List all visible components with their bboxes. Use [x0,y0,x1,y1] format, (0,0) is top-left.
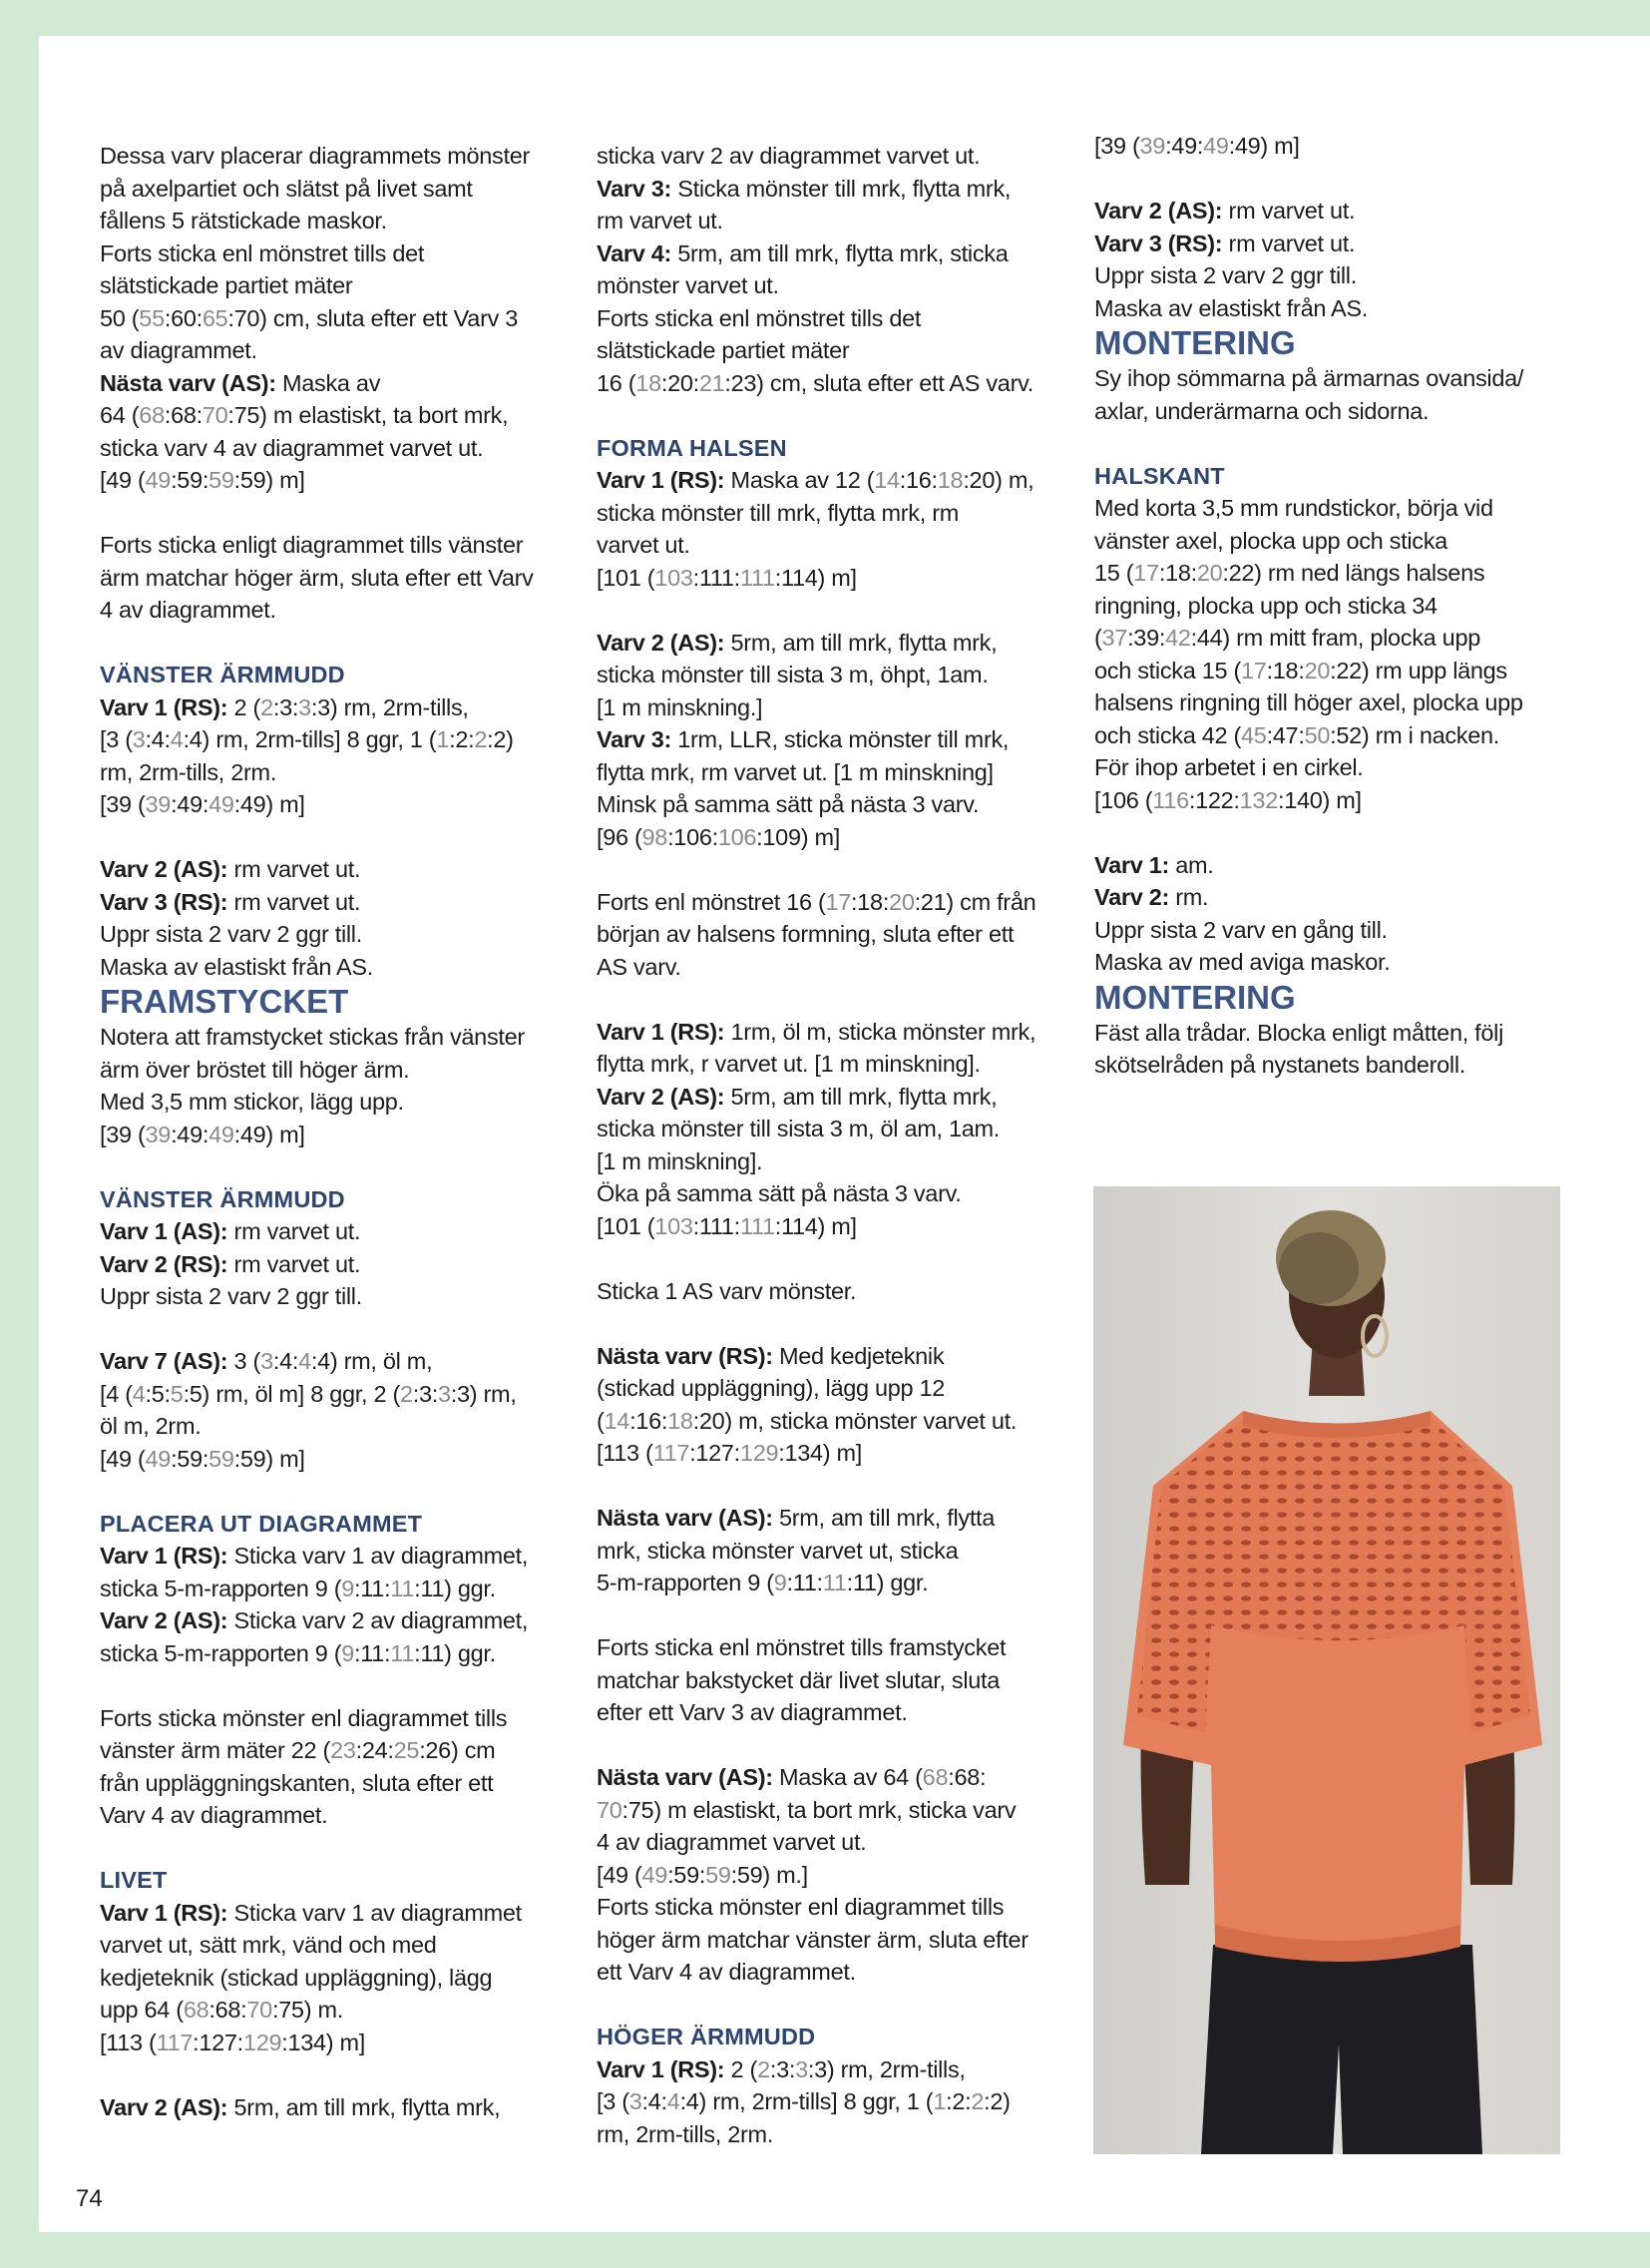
text-line: rm, 2rm-tills, 2rm. [597,2120,774,2147]
column-3 [1094,133,1593,1082]
text-line: Uppr sista 2 varv 2 ggr till. [100,921,362,947]
instruction-line: Varv 2 (AS): rm varvet ut. [1094,198,1356,224]
size-line: och sticka 15 (17:18:20:22) rm upp längs [1094,657,1507,683]
page [39,36,1650,2232]
subheading-forma-halsen: FORMA HALSEN [597,434,787,461]
size-line: 5-m-rapporten 9 (9:11:11:11) ggr. [597,1570,929,1595]
text-line: Uppr sista 2 varv 2 ggr till. [1094,262,1357,288]
stitch-count: [49 (49:59:59:59) m] [100,467,305,493]
stitch-count: [101 (103:111:111:114) m] [597,1212,857,1239]
text-line: [1 m minskning]. [597,1147,763,1174]
stitch-count: [113 (117:127:129:134) m] [597,1440,863,1466]
stitch-count: [96 (98:106:106:109) m] [597,823,840,850]
instruction-line: Varv 2 (RS): rm varvet ut. [100,1250,361,1277]
instruction-line: Nästa varv (AS): Maska av 64 (68:68: [597,1764,987,1790]
instruction-line: Varv 3 (RS): rm varvet ut. [100,888,361,915]
stitch-count: [101 (103:111:111:114) m] [597,564,857,591]
size-line: 50 (55:60:65:70) cm, sluta efter ett Varv 3 [100,304,519,331]
text-line: ärm matchar höger ärm, sluta efter ett Varv [100,564,534,591]
text-line: AS varv. [597,953,681,980]
column-2 [597,140,1095,2150]
subheading-vanster-armmudd: VÄNSTER ÄRMMUDD [100,662,345,687]
text-line: sticka varv 4 av diagrammet varvet ut. [100,434,484,461]
size-line: och sticka 42 (45:47:50:52) rm i nacken. [1094,721,1500,748]
size-line: (37:39:42:44) rm mitt fram, plocka upp [1094,625,1480,651]
text-line: Maska av elastiskt från AS. [1094,294,1369,321]
stitch-count: [39 (39:49:49:49) m] [1094,133,1300,159]
text-line: slätstickade partiet mäter [100,272,353,298]
text-line: Forts sticka enl mönstret tills framstycket [597,1634,1007,1660]
instruction-line: Nästa varv (AS): 5rm, am till mrk, flytta [597,1505,996,1531]
text-line: varvet ut. [597,532,690,558]
size-line: [3 (3:4:4:4) rm, 2rm-tills] 8 ggr, 1 (1:2:2:2) [100,726,514,752]
size-line: [3 (3:4:4:4) rm, 2rm-tills] 8 ggr, 1 (1:2:2:2) [597,2088,1011,2114]
text-line: flytta mrk, rm varvet ut. [1 m minskning] [597,758,994,785]
text-line: sticka varv 2 av diagrammet varvet ut. [597,143,981,169]
instruction-line: Varv 3 (RS): rm varvet ut. [1094,229,1356,256]
instruction-line: Varv 2 (AS): 5rm, am till mrk, flytta mrk, [597,1083,998,1110]
text-line: sticka mönster till sista 3 m, öl am, 1am. [597,1116,1000,1141]
text-line: sticka mönster till mrk, flytta mrk, rm [597,499,960,526]
text-line: efter ett Varv 3 av diagrammet. [597,1699,908,1725]
instruction-line: Varv 7 (AS): 3 (3:4:4:4) rm, öl m, [100,1348,433,1374]
size-line: upp 64 (68:68:70:75) m. [100,1997,343,2023]
text-line: Varv 4 av diagrammet. [100,1802,328,1828]
stitch-count: [49 (49:59:59:59) m.] [597,1861,808,1888]
subheading-vanster-armmudd-2: VÄNSTER ÄRMMUDD [100,1185,345,1212]
text-line: skötselråden på nystanets banderoll. [1094,1052,1465,1078]
size-line: 64 (68:68:70:75) m elastiskt, ta bort mrk, [100,402,509,428]
subheading-hoger-armmudd: HÖGER ÄRMMUDD [597,2024,816,2049]
stitch-count: [39 (39:49:49:49) m] [100,1121,305,1147]
stitch-count: [49 (49:59:59:59) m] [100,1445,305,1472]
text-line: flytta mrk, r varvet ut. [1 m minskning]. [597,1051,981,1077]
text-line: ärm över bröstet till höger ärm. [100,1056,410,1083]
text-line: början av halsens formning, sluta efter ett [597,921,1015,947]
text-line: Fäst alla trådar. Blocka enligt måtten, följ [1094,1019,1504,1046]
stitch-count: [106 (116:122:132:140) m] [1094,786,1362,813]
text-line: ett Varv 4 av diagrammet. [597,1959,856,1985]
instruction-line: Varv 2: rm. [1094,884,1209,910]
instruction-line: Varv 1 (RS): 1rm, öl m, sticka mönster mrk, [597,1018,1036,1045]
model-illustration [1093,1186,1560,2154]
stitch-count: [39 (39:49:49:49) m] [100,791,305,817]
instruction-line: Varv 1: am. [1094,851,1214,878]
text-line: halsens ringning till höger axel, plocka upp [1094,689,1523,715]
text-line: sticka mönster till sista 3 m, öhpt, 1am. [597,662,989,687]
text-line: ringning, plocka upp och sticka 34 [1094,592,1438,619]
heading-framstycket: FRAMSTYCKET [100,983,349,1020]
text-line: från uppläggningskanten, sluta efter ett [100,1769,494,1796]
subheading-halskant: HALSKANT [1094,462,1225,489]
instruction-line: Varv 1 (AS): rm varvet ut. [100,1218,361,1244]
subheading-livet: LIVET [100,1867,168,1893]
text-line: öl m, 2rm. [100,1413,202,1439]
text-line: Sticka 1 AS varv mönster. [597,1277,857,1304]
size-line: sticka 5-m-rapporten 9 (9:11:11:11) ggr. [100,1639,496,1666]
text-line: på axelpartiet och slätst på livet samt [100,175,473,202]
instruction-line: Nästa varv (RS): Med kedjeteknik [597,1342,945,1369]
size-line: 70:75) m elastiskt, ta bort mrk, sticka varv [597,1796,1017,1823]
text-line: (stickad uppläggning), lägg upp 12 [597,1375,946,1401]
text-line: Uppr sista 2 varv 2 ggr till. [100,1283,362,1309]
instruction-line: Varv 3: 1rm, LLR, sticka mönster till mrk, [597,726,1010,752]
heading-montering-1: MONTERING [1094,324,1296,361]
text-line: Uppr sista 2 varv en gång till. [1094,916,1388,943]
instruction-line: Varv 1 (RS): Sticka varv 1 av diagrammet, [100,1543,529,1569]
text-line: [1 m minskning.] [597,693,763,720]
text-line: höger ärm matchar vänster ärm, sluta efter [597,1926,1029,1953]
text-line: Forts sticka enl mönstret tills det [100,239,425,266]
text-line: Öka på samma sätt på nästa 3 varv. [597,1180,962,1206]
size-line: 16 (18:20:21:23) cm, sluta efter ett AS varv. [597,369,1034,396]
instruction-line: Varv 1 (RS): Sticka varv 1 av diagrammet [100,1899,522,1926]
text-line: Sy ihop sömmarna på ärmarnas ovansida/ [1094,365,1524,391]
column-1 [100,140,569,2123]
text-line: Med korta 3,5 mm rundstickor, börja vid [1094,495,1493,521]
text-line: mrk, sticka mönster varvet ut, sticka [597,1537,959,1564]
text-line: axlar, underärmarna och sidorna. [1094,397,1430,424]
instruction-line: Varv 2 (AS): rm varvet ut. [100,856,361,882]
instruction-line: Varv 1 (RS): Maska av 12 (14:16:18:20) m, [597,467,1034,493]
stitch-count: [113 (117:127:129:134) m] [100,2029,366,2055]
text-line: varvet ut, sätt mrk, vänd och med [100,1932,437,1958]
text-line: rm, 2rm-tills, 2rm. [100,758,277,785]
text-line: 4 av diagrammet varvet ut. [597,1829,867,1855]
size-line: (14:16:18:20) m, sticka mönster varvet ut. [597,1407,1018,1434]
size-line: Forts enl mönstret 16 (17:18:20:21) cm från [597,888,1036,915]
text-line: fållens 5 rätstickade maskor. [100,208,387,233]
text-line: Med 3,5 mm stickor, lägg upp. [100,1089,404,1115]
sweater-photo [1093,1186,1560,2154]
instruction-line: Varv 2 (AS): Sticka varv 2 av diagrammet, [100,1607,529,1633]
text-line: vänster axel, plocka upp och sticka [1094,527,1447,554]
text-line: rm varvet ut. [597,208,723,233]
instruction-line: Varv 4: 5rm, am till mrk, flytta mrk, sticka [597,239,1009,266]
size-line: [4 (4:5:5:5) rm, öl m] 8 ggr, 2 (2:3:3:3) rm, [100,1380,517,1407]
heading-montering-2: MONTERING [1094,978,1296,1016]
instruction-line: Varv 3: Sticka mönster till mrk, flytta mrk, [597,175,1012,202]
size-line: 15 (17:18:20:22) rm ned längs halsens [1094,560,1485,586]
text-line: kedjeteknik (stickad uppläggning), lägg [100,1964,493,1991]
instruction-line: Varv 2 (AS): 5rm, am till mrk, flytta mrk, [100,2093,501,2120]
size-line: vänster ärm mäter 22 (23:24:25:26) cm [100,1737,496,1763]
text-line: mönster varvet ut. [597,272,779,298]
text-line: Notera att framstycket stickas från vänster [100,1024,525,1050]
text-line: Minsk på samma sätt på nästa 3 varv. [597,791,980,817]
instruction-line: Nästa varv (AS): Maska av [100,369,381,396]
text-line: matchar bakstycket där livet slutar, sluta [597,1666,1001,1693]
text-line: Dessa varv placerar diagrammets mönster [100,143,531,169]
instruction-line: Varv 1 (RS): 2 (2:3:3:3) rm, 2rm-tills, [597,2055,966,2082]
text-line: Forts sticka mönster enl diagrammet tills [100,1704,508,1731]
size-line: sticka 5-m-rapporten 9 (9:11:11:11) ggr. [100,1575,496,1601]
text-line: Maska av elastiskt från AS. [100,953,374,980]
text-line: slätstickade partiet mäter [597,337,850,363]
page-number: 74 [76,2185,103,2212]
text-line: För ihop arbetet i en cirkel. [1094,754,1364,780]
subheading-placera: PLACERA UT DIAGRAMMET [100,1510,423,1537]
text-line: Forts sticka enligt diagrammet tills vänster [100,532,524,558]
text-line: 4 av diagrammet. [100,597,276,623]
text-line: Forts sticka enl mönstret tills det [597,304,922,331]
text-line: Forts sticka mönster enl diagrammet tills [597,1894,1005,1920]
instruction-line: Varv 2 (AS): 5rm, am till mrk, flytta mrk, [597,629,998,656]
text-line: Maska av med aviga maskor. [1094,949,1391,975]
instruction-line: Varv 1 (RS): 2 (2:3:3:3) rm, 2rm-tills, [100,693,469,720]
text-line: av diagrammet. [100,337,257,363]
